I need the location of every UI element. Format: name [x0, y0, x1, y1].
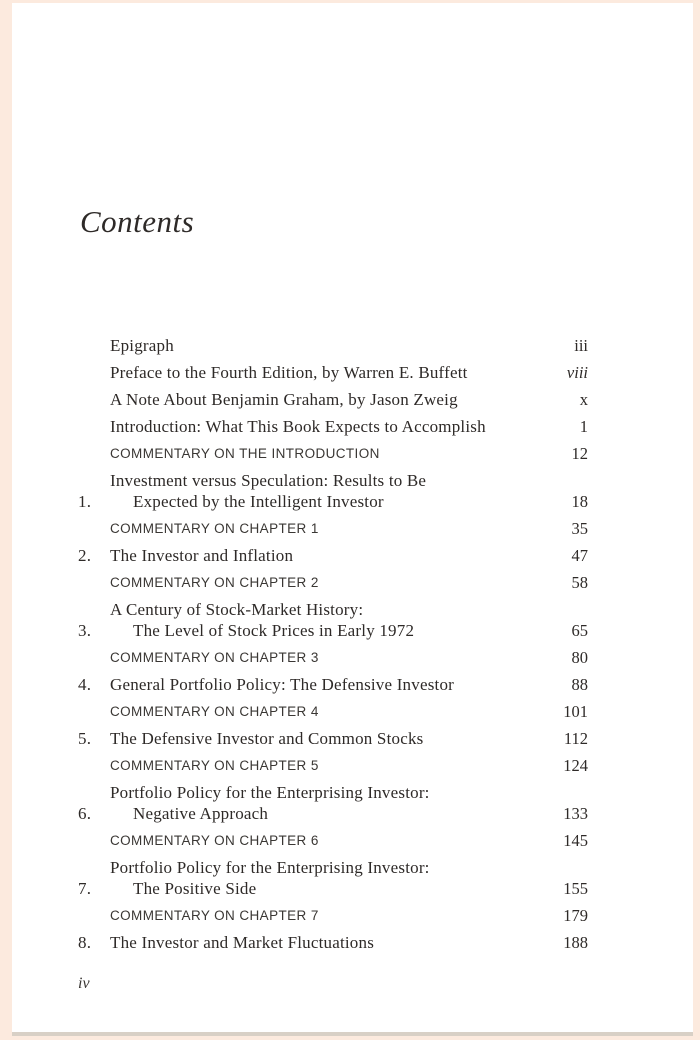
toc-entry	[78, 830, 588, 851]
toc-entry-page-number: 188	[563, 933, 588, 952]
toc-entry-title-line: Investment versus Speculation: Results to Be	[110, 471, 427, 490]
toc-entry-title-line: A Century of Stock-Market History:	[110, 600, 364, 619]
toc-entry	[78, 362, 588, 383]
toc-entry-title-line: Introduction: What This Book Expects to Accomplish	[110, 417, 486, 436]
folio-page-number: iv	[78, 975, 90, 992]
toc-entry-page-number: 101	[563, 702, 588, 721]
toc-entry-title-line: COMMENTARY ON CHAPTER 3	[110, 650, 319, 665]
toc-entry-number: 7.	[78, 879, 92, 898]
toc-entry-number: 5.	[78, 729, 92, 748]
toc-entry-title	[110, 932, 542, 953]
toc-entry	[78, 728, 588, 749]
toc-entry-title	[110, 701, 542, 722]
toc-entry-page-number: viii	[566, 363, 588, 382]
toc-entry-title	[110, 599, 542, 641]
toc-entry-page-number: 145	[563, 831, 588, 850]
toc-entry	[78, 518, 588, 539]
toc-entry-title-line: The Investor and Market Fluctuations	[110, 933, 375, 952]
toc-entry	[78, 647, 588, 668]
toc-entry-title-line: COMMENTARY ON CHAPTER 6	[110, 833, 319, 848]
toc-entry-number: 2.	[78, 546, 92, 565]
toc-entry-title	[110, 857, 542, 899]
toc-entry-title	[110, 755, 542, 776]
toc-entry	[78, 389, 588, 410]
toc-entry	[78, 572, 588, 593]
table-of-contents	[78, 335, 588, 959]
toc-entry-title	[110, 728, 542, 749]
toc-entry-number: 4.	[78, 675, 92, 694]
toc-entry-page-number: 58	[571, 573, 588, 592]
toc-entry-title-line: Expected by the Intelligent Investor	[133, 492, 384, 511]
toc-entry-title-line: The Defensive Investor and Common Stocks	[110, 729, 424, 748]
toc-entry-title-line: The Positive Side	[133, 879, 257, 898]
toc-entry	[78, 932, 588, 953]
toc-entry-title	[110, 470, 542, 512]
toc-entry-number: 1.	[78, 492, 92, 511]
toc-entry-title	[110, 647, 542, 668]
toc-entry-title-line: The Level of Stock Prices in Early 1972	[133, 621, 415, 640]
toc-entry-title	[110, 443, 542, 464]
toc-entry	[78, 470, 588, 512]
toc-entry-title	[110, 674, 542, 695]
toc-entry-page-number: iii	[574, 336, 588, 355]
toc-entry-title	[110, 572, 542, 593]
toc-entry-page-number: 18	[571, 492, 588, 511]
book-page-sheet	[12, 3, 693, 1036]
toc-entry	[78, 674, 588, 695]
page-title: Contents	[80, 204, 195, 239]
toc-entry-title-line: Epigraph	[110, 336, 174, 355]
toc-entry-page-number: 179	[563, 906, 588, 925]
toc-entry-number: 6.	[78, 804, 92, 823]
toc-entry-number: 8.	[78, 933, 92, 952]
toc-entry-page-number: 1	[579, 417, 588, 436]
toc-entry-page-number: 80	[571, 648, 588, 667]
toc-entry	[78, 905, 588, 926]
toc-entry-title-line: Preface to the Fourth Edition, by Warren E. Buffett	[110, 363, 468, 382]
toc-entry-title-line: COMMENTARY ON CHAPTER 7	[110, 908, 319, 923]
toc-entry-page-number: 12	[571, 444, 588, 463]
toc-entry-page-number: 88	[571, 675, 588, 694]
toc-entry-title-line: COMMENTARY ON CHAPTER 1	[110, 521, 319, 536]
toc-entry	[78, 857, 588, 899]
toc-entry-title-line: A Note About Benjamin Graham, by Jason Zweig	[110, 390, 458, 409]
toc-entry	[78, 416, 588, 437]
toc-entry-title	[110, 782, 542, 824]
toc-entry-title	[110, 545, 542, 566]
toc-entry-page-number: 35	[571, 519, 588, 538]
toc-entry-title-line: COMMENTARY ON CHAPTER 5	[110, 758, 319, 773]
toc-entry-page-number: 65	[571, 621, 588, 640]
toc-entry-title	[110, 830, 542, 851]
toc-entry-title	[110, 518, 542, 539]
toc-entry-page-number: 47	[571, 546, 588, 565]
toc-entry	[78, 782, 588, 824]
toc-entry-page-number: 112	[563, 729, 588, 748]
toc-entry-title	[110, 416, 542, 437]
toc-entry-page-number: 124	[563, 756, 588, 775]
toc-entry-title	[110, 389, 542, 410]
toc-entry-title-line: The Investor and Inflation	[110, 546, 294, 565]
toc-entry-number: 3.	[78, 621, 92, 640]
toc-entry	[78, 701, 588, 722]
toc-entry-title-line: COMMENTARY ON THE INTRODUCTION	[110, 446, 380, 461]
toc-entry-title-line: Portfolio Policy for the Enterprising Investor:	[110, 858, 430, 877]
toc-entry	[78, 443, 588, 464]
toc-entry-title	[110, 362, 542, 383]
toc-entry-title	[110, 335, 542, 356]
toc-entry-title-line: Portfolio Policy for the Enterprising Investor:	[110, 783, 430, 802]
toc-entry	[78, 335, 588, 356]
toc-entry	[78, 755, 588, 776]
toc-entry-title-line: Negative Approach	[133, 804, 269, 823]
toc-entry-page-number: 133	[563, 804, 588, 823]
toc-entry-title-line: COMMENTARY ON CHAPTER 2	[110, 575, 319, 590]
toc-entry	[78, 545, 588, 566]
toc-entry-title-line: COMMENTARY ON CHAPTER 4	[110, 704, 319, 719]
toc-entry-title-line: General Portfolio Policy: The Defensive Investor	[110, 675, 455, 694]
toc-entry-title	[110, 905, 542, 926]
toc-entry	[78, 599, 588, 641]
toc-entry-page-number: 155	[563, 879, 588, 898]
toc-entry-page-number: x	[579, 390, 588, 409]
